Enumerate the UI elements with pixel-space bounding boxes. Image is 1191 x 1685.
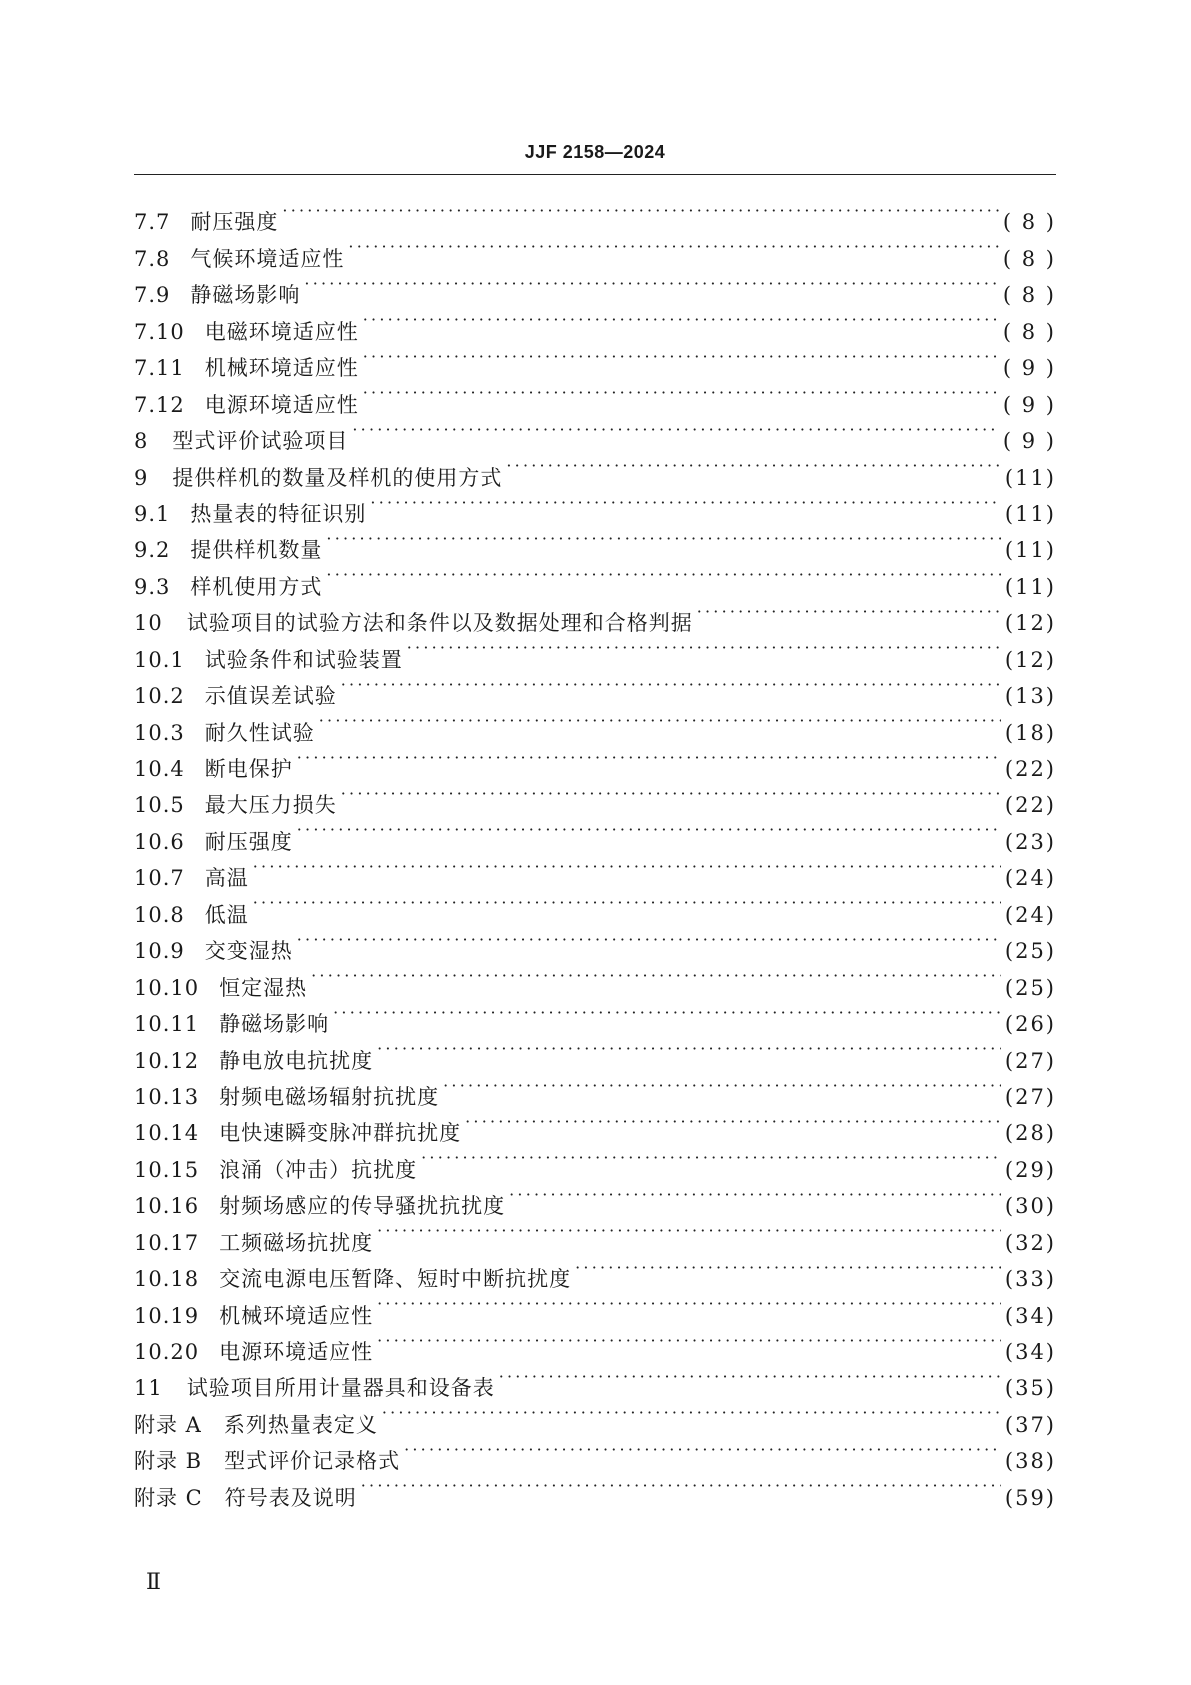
toc-entry-number: 7.12 bbox=[134, 392, 185, 417]
toc-dot-leader bbox=[363, 339, 999, 375]
toc-dot-leader bbox=[443, 1068, 1001, 1104]
toc-dot-leader bbox=[377, 1323, 1001, 1359]
toc-entry-number: 10.1 bbox=[134, 647, 185, 672]
toc-entry-title: 提供样机的数量及样机的使用方式 bbox=[172, 465, 503, 490]
toc-entry-number: 10.8 bbox=[134, 902, 185, 927]
toc-entry-number: 10.19 bbox=[134, 1303, 200, 1328]
header-rule bbox=[134, 174, 1056, 175]
toc-entry-title: 提供样机数量 bbox=[190, 538, 323, 563]
toc-entry-number: 9 bbox=[134, 465, 149, 490]
toc-dot-leader bbox=[326, 521, 1000, 557]
toc-entry-number: 8 bbox=[134, 429, 149, 454]
toc-dot-leader bbox=[377, 1031, 1001, 1067]
toc-entry-number: 10 bbox=[134, 611, 163, 636]
toc-entry-page: (11) bbox=[1004, 538, 1056, 563]
toc-entry-page: (22) bbox=[1004, 757, 1056, 781]
toc-entry-page: (22) bbox=[1004, 793, 1056, 818]
toc-dot-leader bbox=[361, 1468, 1001, 1504]
toc-dot-leader bbox=[407, 630, 1001, 666]
toc-entry-title: 试验项目所用计量器具和设备表 bbox=[186, 1376, 495, 1401]
toc-entry-number: 10.20 bbox=[134, 1340, 200, 1364]
toc-entry-page: (13) bbox=[1004, 684, 1056, 709]
toc-entry-page: (37) bbox=[1004, 1412, 1056, 1437]
toc-entry-title: 符号表及说明 bbox=[224, 1485, 357, 1510]
toc-entry-page: (26) bbox=[1004, 1012, 1056, 1037]
toc-dot-leader bbox=[370, 485, 1000, 521]
toc-entry-page: (23) bbox=[1004, 829, 1056, 854]
toc-entry-page: (30) bbox=[1004, 1194, 1056, 1219]
toc-entry-title: 样机使用方式 bbox=[190, 574, 323, 599]
toc-entry-title: 电源环境适应性 bbox=[219, 1340, 374, 1364]
toc-entry-page: (32) bbox=[1004, 1230, 1056, 1255]
toc-entry-page: (25) bbox=[1004, 939, 1056, 964]
toc-entry-number: 10.3 bbox=[134, 720, 185, 745]
toc-entry-title: 气候环境适应性 bbox=[190, 246, 345, 271]
toc-entry-title: 静磁场影响 bbox=[219, 1012, 330, 1037]
page-header-title: JJF 2158—2024 bbox=[524, 142, 666, 162]
toc-entry-number: 附录 A bbox=[134, 1412, 202, 1437]
toc-entry-number: 10.12 bbox=[134, 1048, 200, 1073]
toc-entry-page: ( 8 ) bbox=[1002, 210, 1056, 235]
toc-entry[interactable] bbox=[134, 849, 1056, 891]
toc-entry[interactable] bbox=[134, 885, 1056, 927]
toc-dot-leader bbox=[421, 1140, 1001, 1176]
toc-entry-title: 静电放电抗扰度 bbox=[219, 1048, 374, 1073]
toc-entry-page: (12) bbox=[1004, 647, 1056, 672]
toc-entry-page: (34) bbox=[1004, 1303, 1056, 1328]
toc-dot-leader bbox=[363, 375, 999, 411]
toc-dot-leader bbox=[377, 1213, 1001, 1249]
toc-dot-leader bbox=[341, 776, 1001, 812]
toc-dot-leader bbox=[282, 193, 998, 229]
toc-entry-title: 电快速瞬变脉冲群抗扰度 bbox=[219, 1121, 462, 1146]
toc-dot-leader bbox=[575, 1250, 1001, 1286]
toc-entry-page: ( 9 ) bbox=[1002, 392, 1056, 417]
toc-entry-number: 7.8 bbox=[134, 246, 171, 271]
toc-dot-leader bbox=[363, 302, 999, 338]
toc-entry-page: (33) bbox=[1004, 1267, 1056, 1292]
toc-entry[interactable] bbox=[134, 922, 1056, 964]
toc-entry-title: 静磁场影响 bbox=[190, 283, 301, 308]
toc-entry-number: 10.11 bbox=[134, 1012, 200, 1037]
toc-entry-title: 交变湿热 bbox=[204, 939, 293, 964]
toc-dot-leader bbox=[465, 1104, 1001, 1140]
toc-dot-leader bbox=[326, 557, 1000, 593]
toc-entry-number: 11 bbox=[134, 1376, 163, 1401]
toc-entry-title: 高温 bbox=[204, 866, 249, 891]
toc-entry-title: 机械环境适应性 bbox=[204, 356, 359, 381]
toc-entry-title: 示值误差试验 bbox=[204, 684, 337, 709]
toc-entry-number: 10.14 bbox=[134, 1121, 200, 1146]
toc-dot-leader bbox=[341, 667, 1001, 703]
table-of-contents bbox=[134, 193, 1056, 1510]
toc-entry-title: 耐压强度 bbox=[204, 829, 293, 854]
toc-dot-leader bbox=[382, 1395, 1001, 1431]
toc-entry-title: 电源环境适应性 bbox=[204, 392, 359, 417]
footer-page-number: Ⅱ bbox=[146, 1570, 161, 1595]
toc-entry-title: 试验项目的试验方法和条件以及数据处理和合格判据 bbox=[186, 611, 693, 636]
toc-entry-page: (12) bbox=[1004, 611, 1056, 636]
toc-entry-number: 10.16 bbox=[134, 1194, 200, 1219]
toc-dot-leader bbox=[253, 849, 1001, 885]
toc-entry-page: (34) bbox=[1004, 1340, 1056, 1364]
toc-entry-page: (18) bbox=[1004, 720, 1056, 745]
toc-entry-title: 断电保护 bbox=[204, 757, 293, 781]
toc-entry-title: 试验条件和试验装置 bbox=[204, 647, 403, 672]
toc-entry-page: (38) bbox=[1004, 1449, 1056, 1474]
toc-entry-title: 交流电源电压暂降、短时中断抗扰度 bbox=[219, 1267, 572, 1292]
toc-dot-leader bbox=[311, 958, 1001, 994]
toc-entry-page: (25) bbox=[1004, 975, 1056, 1000]
toc-entry-number: 10.5 bbox=[134, 793, 185, 818]
toc-entry-title: 耐久性试验 bbox=[204, 720, 315, 745]
toc-dot-leader bbox=[333, 995, 1001, 1031]
toc-entry-title: 耐压强度 bbox=[190, 210, 279, 235]
toc-entry-page: (11) bbox=[1004, 501, 1056, 526]
toc-entry-title: 机械环境适应性 bbox=[219, 1303, 374, 1328]
toc-entry-number: 附录 B bbox=[134, 1449, 203, 1474]
toc-entry-page: (35) bbox=[1004, 1376, 1056, 1401]
toc-entry-number: 9.1 bbox=[134, 501, 171, 526]
toc-dot-leader bbox=[377, 1286, 1001, 1322]
toc-entry-title: 工频磁场抗扰度 bbox=[219, 1230, 374, 1255]
toc-entry-title: 热量表的特征识别 bbox=[190, 501, 367, 526]
toc-entry-number: 10.7 bbox=[134, 866, 185, 891]
toc-dot-leader bbox=[404, 1432, 1001, 1468]
toc-dot-leader bbox=[297, 812, 1001, 848]
toc-dot-leader bbox=[352, 412, 999, 448]
toc-entry-number: 10.13 bbox=[134, 1084, 200, 1109]
toc-entry-page: (27) bbox=[1004, 1048, 1056, 1073]
toc-entry-number: 7.7 bbox=[134, 210, 171, 235]
toc-entry-page: (11) bbox=[1004, 465, 1056, 490]
toc-entry-page: (59) bbox=[1004, 1485, 1056, 1510]
toc-dot-leader bbox=[319, 703, 1001, 739]
toc-entry-number: 10.2 bbox=[134, 684, 185, 709]
toc-dot-leader bbox=[509, 1177, 1001, 1213]
toc-entry-title: 系列热量表定义 bbox=[223, 1412, 378, 1437]
toc-entry-page: (24) bbox=[1004, 866, 1056, 891]
toc-entry-page: (29) bbox=[1004, 1157, 1056, 1182]
toc-dot-leader bbox=[697, 594, 1001, 630]
toc-dot-leader bbox=[297, 740, 1001, 776]
toc-entry-number: 10.17 bbox=[134, 1230, 200, 1255]
toc-dot-leader bbox=[304, 266, 998, 302]
toc-entry-title: 型式评价试验项目 bbox=[172, 429, 349, 454]
toc-entry-number: 9.3 bbox=[134, 574, 171, 599]
toc-entry-page: ( 9 ) bbox=[1002, 356, 1056, 381]
toc-entry-number: 10.9 bbox=[134, 939, 185, 964]
toc-entry-title: 电磁环境适应性 bbox=[204, 319, 359, 344]
toc-dot-leader bbox=[253, 885, 1001, 921]
toc-entry-number: 10.18 bbox=[134, 1267, 200, 1292]
toc-entry-title: 射频场感应的传导骚扰抗扰度 bbox=[219, 1194, 506, 1219]
toc-entry[interactable] bbox=[134, 193, 1056, 235]
toc-entry-number: 10.10 bbox=[134, 975, 200, 1000]
toc-entry-title: 型式评价记录格式 bbox=[224, 1449, 401, 1474]
toc-entry-number: 7.10 bbox=[134, 319, 185, 344]
toc-entry-number: 附录 C bbox=[134, 1485, 203, 1510]
toc-entry-page: ( 8 ) bbox=[1002, 283, 1056, 308]
toc-entry-title: 最大压力损失 bbox=[204, 793, 337, 818]
toc-entry-page: ( 8 ) bbox=[1002, 246, 1056, 271]
toc-entry-number: 10.4 bbox=[134, 757, 185, 781]
toc-entry-number: 7.11 bbox=[134, 356, 185, 381]
toc-entry-number: 7.9 bbox=[134, 283, 171, 308]
toc-entry-number: 10.15 bbox=[134, 1157, 200, 1182]
toc-entry-title: 恒定湿热 bbox=[219, 975, 308, 1000]
toc-entry-title: 低温 bbox=[204, 902, 249, 927]
toc-dot-leader bbox=[348, 229, 998, 265]
toc-entry-page: (27) bbox=[1004, 1084, 1056, 1109]
toc-dot-leader bbox=[506, 448, 1001, 484]
toc-entry-page: (24) bbox=[1004, 902, 1056, 927]
toc-dot-leader bbox=[499, 1359, 1001, 1395]
toc-entry-title: 射频电磁场辐射抗扰度 bbox=[219, 1084, 440, 1109]
toc-entry-number: 10.6 bbox=[134, 829, 185, 854]
toc-entry-page: (28) bbox=[1004, 1121, 1056, 1146]
toc-entry-page: ( 9 ) bbox=[1002, 429, 1056, 454]
toc-entry-page: (11) bbox=[1004, 574, 1056, 599]
toc-dot-leader bbox=[297, 922, 1001, 958]
toc-entry-page: ( 8 ) bbox=[1002, 319, 1056, 344]
toc-entry-title: 浪涌（冲击）抗扰度 bbox=[219, 1157, 418, 1182]
toc-entry-number: 9.2 bbox=[134, 538, 171, 563]
